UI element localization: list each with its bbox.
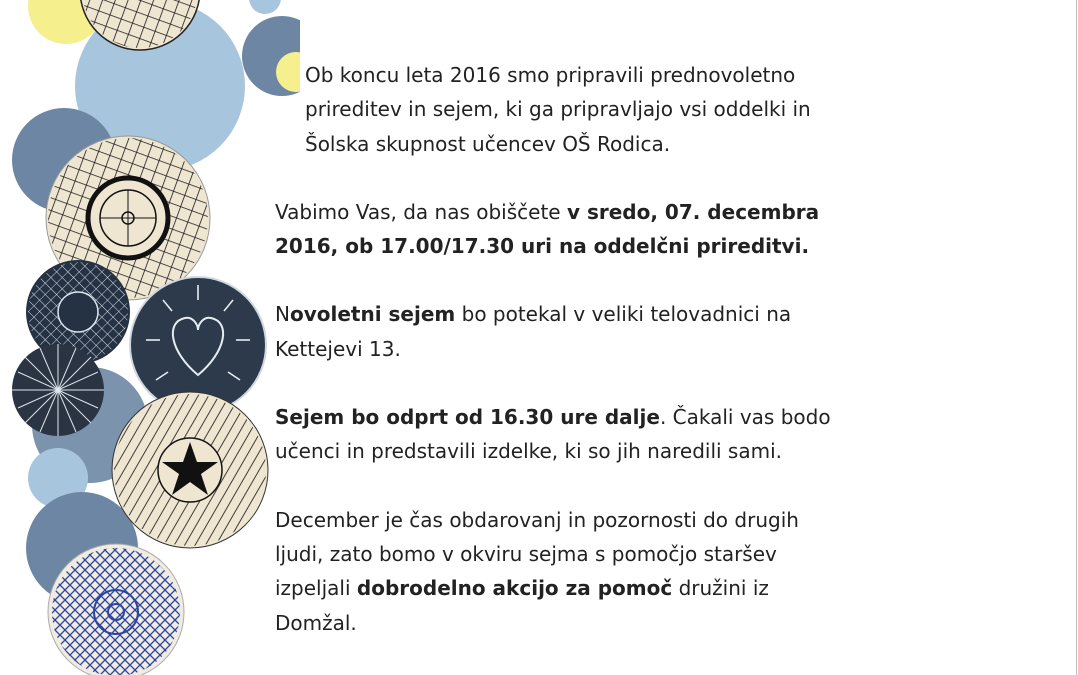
text-run: Vabimo Vas, da nas obiščete — [275, 199, 567, 224]
decorative-circles-illustration — [0, 0, 300, 675]
intro-line: Ob koncu leta 2016 smo pripravili prednovoletno — [305, 63, 796, 87]
bold-run: dobrodelno akcijo za pomoč — [356, 576, 673, 601]
text-run: Kettejevi 13. — [275, 336, 401, 361]
text-run: bo potekal v veliki telovadnici na — [455, 302, 792, 327]
text-line — [275, 434, 875, 468]
text-line — [275, 332, 875, 366]
text-line — [275, 195, 875, 229]
bold-run: ovoletni sejem — [289, 302, 456, 327]
text-run: učenci in predstavili izdelke, ki so jih naredili sami. — [275, 439, 782, 464]
text-line — [275, 229, 875, 263]
fair-location-paragraph — [275, 297, 875, 366]
text-line — [275, 297, 875, 331]
text-run: December je čas obdarovanj in pozornosti do drugih — [275, 507, 799, 532]
text-line — [275, 503, 875, 537]
text-run: N — [275, 302, 290, 327]
text-run: ljudi, zato bomo v okviru sejma s pomočjo staršev — [275, 541, 777, 566]
page-edge-divider — [1076, 0, 1077, 675]
fair-hours-paragraph — [275, 400, 875, 469]
charity-paragraph — [275, 503, 875, 640]
text-run: Domžal. — [275, 610, 357, 635]
bold-run: 2016, ob 17.00/17.30 uri na oddelčni prireditvi. — [275, 234, 810, 259]
bold-run: v sredo, 07. decembra — [566, 199, 820, 224]
intro-line: Šolska skupnost učencev OŠ Rodica. — [305, 131, 671, 156]
text-run: izpeljali — [275, 576, 357, 601]
text-run: . Čakali vas bodo — [659, 405, 831, 430]
intro-paragraph — [275, 58, 875, 161]
text-line — [275, 537, 875, 571]
text-run: družini iz — [672, 576, 769, 601]
light-blue-dot-top — [249, 0, 281, 14]
invitation-paragraph — [275, 195, 875, 264]
bold-run: Sejem bo odprt od 16.30 ure dalje — [275, 405, 660, 430]
text-line — [275, 571, 875, 605]
intro-line: prireditev in sejem, ki ga pripravljajo vsi oddelki in — [305, 97, 811, 122]
invitation-text — [275, 58, 875, 674]
text-line — [275, 606, 875, 640]
text-line — [275, 400, 875, 434]
